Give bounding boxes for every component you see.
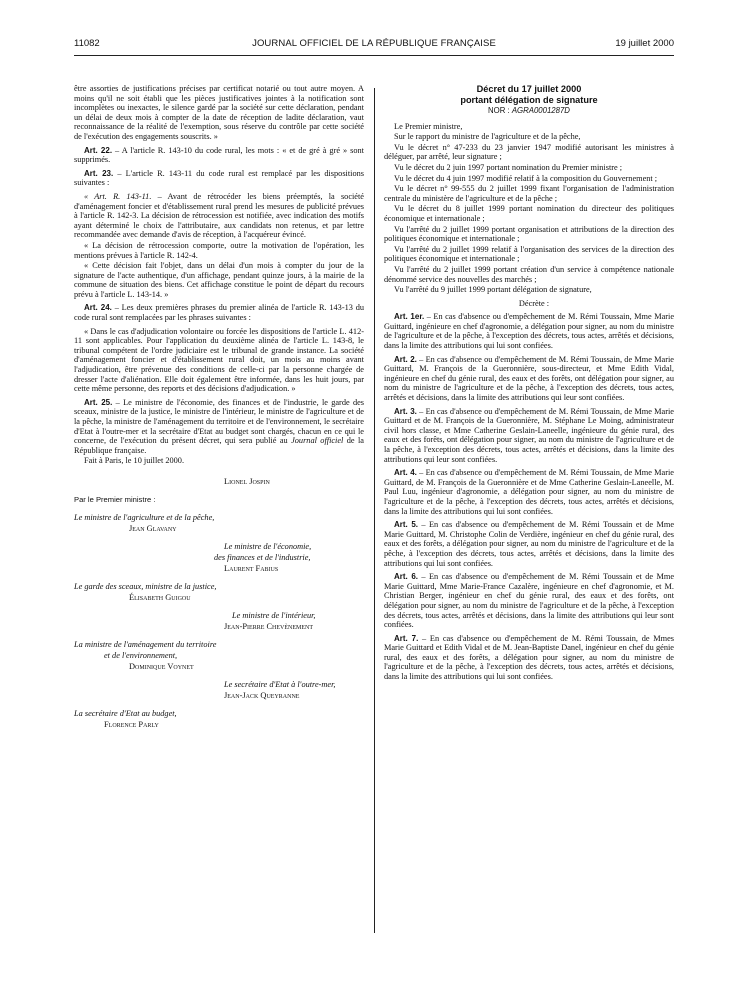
article-label: Art. 23.: [84, 168, 114, 178]
header-rule: [74, 55, 674, 56]
article-label: Art. 2.: [394, 354, 417, 364]
visa: Vu le décret n° 99-555 du 2 juillet 1999 fixant l'organisation de l'administration centrale du ministère de l'agriculture et de la pêche ;: [384, 184, 674, 203]
article-reference: « Art. R. 143-11.: [84, 191, 152, 201]
signatory-name: Jean-Jack Queyranne: [224, 690, 300, 700]
page-number: 11082: [74, 38, 100, 49]
signatory-title: Le secrétaire d'Etat à l'outre-mer,: [224, 679, 336, 689]
nor-value: AGRA0001287D: [511, 106, 570, 115]
signatory-title: Le ministre de l'agriculture et de la pêche,: [74, 512, 215, 522]
nor-label: NOR :: [488, 106, 512, 115]
article-25: [74, 398, 364, 456]
article-text: – En cas d'absence ou d'empêchement de M. Rémi Toussain, Mme Marie Guittard, ingénieure en chef d'agronomie, a délégation pour signer, au nom du ministre de l'agriculture et de la pêche, à l'exception des décrets, tous actes, arrêtés et décisions, dans la limite des attributions qui lui sont confiées.: [384, 312, 674, 351]
signatory-name: Laurent Fabius: [224, 563, 279, 573]
quoted-text: – Avant de rétrocéder les biens préemptés, la société d'aménagement foncier et d'établissement rural prend les mesures de publicité prévues à l'article R. 142-3. La décision de rétrocession est notifiée, avec indication des motifs ayant déterminé le choix de l'attributaire, aux candidats non retenus, et par lettre recommandée avec demande d'avis de réception, à l'acquéreur évincé.: [74, 191, 364, 240]
signatory-name: Jean-Pierre Chevènement: [224, 621, 314, 631]
article-text: – En cas d'absence ou d'empêchement de M. Rémi Toussain, de Mmes Marie Guittard et Edith Vidal et de M. Jean-Baptiste Danel, ingénieur en chef du génie rural, des eaux et des forêts, a délégation pour signer, au nom du ministre de l'agriculture et de la pêche, à l'exception des décrets, tous actes, arrêtés et décisions, dans la limite des attributions qui lui sont confiées.: [384, 633, 674, 682]
signatory-title: Le ministre de l'intérieur,: [232, 610, 316, 620]
article-3: [384, 407, 674, 465]
page-header: [74, 38, 674, 52]
article-text: – En cas d'absence ou d'empêchement de M. Rémi Toussain et de Mme Marie Guittard, M. Christophe Colin de Verdière, ingénieur en chef du génie rural, des eaux et des forêts, a délégation pour signer, au nom du ministre de l'agriculture et de la pêche, à l'exception des décrets, tous actes, arrêtés et décisions, dans la limite des attributions qui lui sont confiées.: [384, 520, 675, 568]
paragraph: être assorties de justifications précises par certificat notarié ou tout autre moyen. A moins qu'il ne soit établi que les pièces justificatives jointes à la notification sont incomplètes ou inexactes, le silence gardé par la société sur cette déclaration, pendant un délai de deux mois à compter de la date de réception de ladite déclaration, vaut reconnaissance de la réalité de l'exemption, sous réserve du contrôle par cette société de l'exécution des engagements souscrits. »: [74, 84, 364, 141]
issue-date: 19 juillet 2000: [615, 38, 674, 49]
journal-title: JOURNAL OFFICIEL DE LA RÉPUBLIQUE FRANÇAISE: [252, 38, 496, 49]
article-text: – Le ministre de l'économie, des finances et de l'industrie, le garde des sceaux, ministre de la justice, le ministre de l'intérieur, le ministre de l'agriculture et de la pêche, la ministre de l'aménagement du territoire et de l'environnement, le secrétaire d'Etat à l'outre-mer et la secrétaire d'Etat au budget sont chargés, chacun en ce qui le concerne, de l'exécution du présent décret, qui sera publié au: [74, 397, 365, 446]
signatory-name: Florence Parly: [104, 719, 159, 729]
column-divider: [374, 88, 375, 933]
signatory-title: Le garde des sceaux, ministre de la justice,: [74, 581, 217, 591]
article-label: Art. 24.: [84, 303, 112, 313]
signatory-title: La ministre de l'aménagement du territoire: [74, 639, 217, 649]
article-24: [74, 303, 364, 322]
decree-title: Décret du 17 juillet 2000: [476, 84, 582, 94]
article-7: [384, 634, 674, 682]
article-6: [384, 572, 674, 630]
visa: Vu l'arrêté du 2 juillet 1999 relatif à l'organisation des services de la direction des politiques économique et internationale ;: [384, 244, 674, 264]
signature-date: Fait à Paris, le 10 juillet 2000.: [84, 456, 185, 466]
article-22: [74, 146, 364, 165]
visa: Vu l'arrêté du 2 juillet 1999 portant création d'un service à compétence nationale dénommé service des nouvelles des marchés ;: [384, 264, 674, 284]
signatory-name: Jean Glavany: [129, 523, 177, 533]
article-text-end: de la République française.: [74, 436, 364, 455]
par-pm-label: Par le Premier ministre :: [74, 494, 156, 504]
signatory-title: des finances et de l'industrie,: [214, 552, 311, 562]
visa: Le Premier ministre,: [394, 121, 463, 131]
article-text: – En cas d'absence ou d'empêchement de M. Rémi Toussain et de Mme Marie Guittard, Mme Marie-France Cazalère, ingénieure en chef d'agronomie, et M. Christian Berger, ingénieur en chef du génie rural, des eaux et des forêts, ont délégation pour signer, au nom du ministre de l'agriculture et de la pêche, à l'exception des décrets, tous actes, arrêtés et décisions, dans la limite des attributions qui leur sont confiées.: [384, 572, 675, 630]
article-text: – A l'article R. 143-10 du code rural, les mots : « et de gré à gré » sont supprimés.: [74, 145, 364, 165]
article-label: Art. 25.: [84, 397, 113, 407]
right-column: [384, 84, 674, 683]
visa: Vu le décret du 2 juin 1997 portant nomination du Premier ministre ;: [394, 162, 623, 172]
article-label: Art. 3.: [394, 406, 417, 416]
visa: Vu l'arrêté du 9 juillet 1999 portant délégation de signature,: [394, 285, 592, 295]
article-5: [384, 520, 674, 568]
article-label: Art. 1er.: [394, 312, 425, 322]
decrete-heading: Décrète :: [518, 298, 550, 308]
article-label: Art. 7.: [394, 633, 419, 643]
decree-subtitle: portant délégation de signature: [460, 94, 598, 105]
visa: Vu le décret du 8 juillet 1999 portant nomination du directeur des politiques économique et internationale ;: [384, 204, 674, 223]
article-text: – Les deux premières phrases du premier alinéa de l'article R. 143-13 du code rural sont remplacées par les phrases suivantes :: [74, 303, 365, 323]
quoted-paragraph: « Cette décision fait l'objet, dans un délai d'un mois à compter du jour de la signature de l'acte authentique, d'un affichage, pendant quinze jours, à la mairie de la commune de situation des biens. Cet affichage constitue le point de départ du recours prévu à l'article L. 143-14. »: [74, 261, 364, 299]
visa: Vu le décret n° 47-233 du 23 janvier 1947 modifié autorisant les ministres à déléguer, par arrêté, leur signature ;: [384, 142, 674, 162]
pm-signature: Lionel Jospin: [224, 476, 270, 486]
signatory-name: Élisabeth Guigou: [129, 592, 191, 602]
visa: Vu le décret du 4 juin 1997 modifié relatif à la composition du Gouvernement ;: [394, 173, 658, 183]
article-label: Art. 6.: [394, 572, 419, 582]
visa: Vu l'arrêté du 2 juillet 1999 portant organisation et attributions de la direction des politiques économique et internationale ;: [384, 224, 674, 244]
visa: Sur le rapport du ministre de l'agriculture et de la pêche,: [394, 132, 581, 142]
article-text: – L'article R. 143-11 du code rural est remplacé par les dispositions suivantes :: [74, 168, 364, 188]
signatory-name: Dominique Voynet: [129, 661, 194, 671]
article-label: Art. 4.: [394, 468, 417, 478]
article-label: Art. 22.: [84, 145, 113, 155]
signatures: [74, 476, 364, 730]
quoted-paragraph: « Dans le cas d'adjudication volontaire ou forcée les dispositions de l'article L. 412-11 sont applicables. Pour l'application du deuxième alinéa de l'article L. 143-8, le tribunal compétent de l'ordre judiciaire est le tribunal de grande instance. La société d'aménagement foncier et d'établissement rural doit, un mois au moins avant l'adjudication, être prévenue des conditions de celle-ci par la personne chargée de dresser l'acte d'aliénation. Elle doit également être informée, dans les huit jours, par cette même personne, des reports et des décisions d'adjudication. »: [74, 326, 364, 394]
nor-reference: [384, 106, 674, 116]
article-label: Art. 5.: [394, 520, 419, 530]
article-23: [74, 169, 364, 188]
article-text: – En cas d'absence ou d'empêchement de M. Rémi Toussain, de Mme Marie Guittard, de M. François de la Gueronnière et de Mme Catherine Geslain-Laneelle, M. Paul Luu, ingénieur d'agronomie, a délégation pour signer, au nom du ministre de l'agriculture et de la pêche, à l'exception des décrets, tous actes, arrêtés et décisions, dans la limite des attributions qui lui sont confiées.: [384, 468, 674, 516]
journal-reference: Journal officiel: [291, 436, 344, 446]
article-text: – En cas d'absence ou d'empêchement de M. Rémi Toussain, de Mme Marie Guittard et de M. François de la Gueronnière, M. Stéphane Le Moing, administrateur civil hors classe, et Mme Catherine Geslain-Laneelle, ingénieure du génie rural, des eaux et des forêts, ont délégation pour signer, au nom du ministre de l'agriculture et de la pêche, à l'exception des décrets, tous actes, arrêtés et décisions, dans la limite des attributions qui leur sont confiées.: [384, 406, 674, 464]
signatory-title: La secrétaire d'Etat au budget,: [74, 708, 177, 718]
article-text: – En cas d'absence ou d'empêchement de M. Rémi Toussain, de Mme Marie Guittard, M. François de la Gueronnière, sous-directeur, et Mme Edith Vidal, ingénieure en chef du génie rural, des eaux et des forêts, ont délégation pour signer, au nom du ministre de l'agriculture et de la pêche, à l'exception des décrets, tous actes, arrêtés et décisions, dans la limite des attributions qui leur sont confiées.: [384, 354, 674, 403]
left-column: [74, 84, 364, 730]
article-4: [384, 468, 674, 516]
article-1: [384, 312, 674, 350]
signatory-title: et de l'environnement,: [104, 650, 178, 660]
quoted-paragraph: « La décision de rétrocession comporte, outre la motivation de l'opération, les mentions prévues à l'article R. 142-4.: [74, 240, 364, 260]
article-2: [384, 355, 674, 403]
signatory-title: Le ministre de l'économie,: [224, 541, 312, 551]
quoted-paragraph: [74, 192, 364, 240]
